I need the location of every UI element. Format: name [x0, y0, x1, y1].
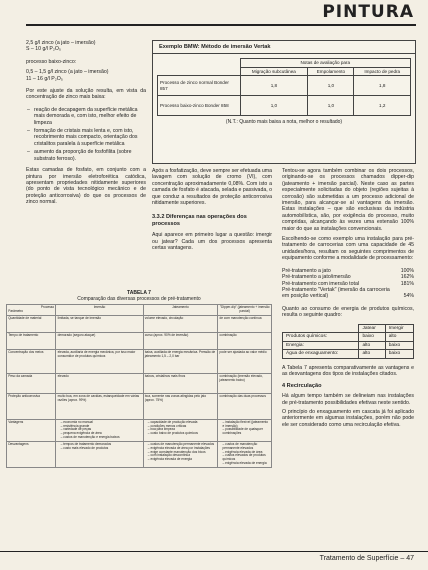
paragraph: Após a fosfatização, deve sempre ser efetuada uma lavagem com solução de cromo (VI), com concentração aproximadamente 0,08%. Com isto a camada de fosfato é atacada, selada e passivada, o que conduz a resultados de proteção anticorrosiva nitidamente superiores.: [152, 168, 272, 207]
paragraph: Por este ajuste da solução resulta, em vista da concentração de zinco mais baixa:: [26, 88, 146, 101]
table-cell: combinação das duas processos: [218, 393, 272, 419]
list-item: – tempos de tratamento demorados: [61, 443, 142, 447]
bmw-example-box: [152, 40, 416, 164]
table-row: [283, 341, 414, 350]
table-cell: baixo: [385, 350, 413, 359]
paragraph: Tentou-se agora também combinar os dois processos, originando-se os processos chamados dipper-dip (jateamento + imersão parcial). Neste caso as partes especialmente solicitadas do objeto (regiões sujeitas à corrosão) são submetidas a um processo adicional de imersão, para alcançar-se aí vantagens da imersão. Estas instalações – que são exclusivas da indústria automobilística, são, por exigência do processo, muito compridas, alcançando às vezes uma extensão 100% maior do que as instalações convencionais.: [282, 168, 414, 232]
list-item: – custos elevados de produtos químicos: [223, 454, 270, 462]
footer-rule: [0, 551, 428, 552]
row-label: Quantidade de material: [7, 315, 56, 332]
table-cell: baixos, cristalinos mais finos: [143, 373, 218, 393]
table-row: [283, 350, 414, 359]
paragraph: Aqui aparece em primeiro lugar a questão: imergir ou jatear? Cada um dos processos apresenta certas vantagens.: [152, 232, 272, 252]
page-number: 47: [406, 555, 414, 562]
table-row: [7, 373, 272, 393]
length-label: Pré-tratamento com imersão total: [282, 280, 359, 287]
table-cell: 1,8: [240, 76, 308, 96]
brand-title: PINTURA: [322, 2, 414, 22]
list-item: – capacidade de produção elevada: [148, 421, 216, 425]
table-cell: muito boa, em zona de cavidas, estanqueidade em várias razões (aprox. 99%): [56, 393, 143, 419]
length-value: 100%: [400, 267, 414, 274]
table-cell: baixo: [359, 333, 385, 342]
group-header: Notas de avaliação para: [240, 59, 411, 67]
list-item: – pequena exigência de área: [61, 432, 142, 436]
table-row: [7, 315, 272, 332]
list-item: – reação de decapagem da superfície metálica mais demorada e, com isto, melhor efeito de limpeza: [34, 107, 146, 126]
right-column: [282, 168, 414, 428]
corner-bottom: Parâmetro: [8, 309, 24, 314]
paragraph: Quanto ao consumo de energia de produtos químicos, resulta o seguinte quadro:: [282, 305, 414, 319]
table-row: [7, 441, 272, 467]
column-header: Migração subcutânea: [240, 67, 308, 75]
table-cell: elevada, auxiliaria de energia mecânica, por isso maior consumidor de produtos químicos: [56, 349, 143, 373]
list-item: – custos de manutenção permanente elevados: [148, 443, 216, 447]
list-item: – economia no manual: [61, 421, 142, 425]
table-row: [7, 349, 272, 373]
list-item: – custos de manutenção permanente elevados: [223, 443, 270, 451]
table-cell: [56, 419, 143, 441]
length-list: [282, 268, 414, 300]
table-cell: baixa, auxiliada de energia mecânica. Pressão de jateamento 1,5 – 2,0 bar: [143, 349, 218, 373]
column-header: Imersão: [56, 305, 143, 315]
table-cell: pode ser ajustada ao valor médio: [218, 349, 272, 373]
comparison-table: [6, 304, 272, 468]
length-label: Pré-tratamento a jato/imersão: [282, 274, 351, 281]
bmw-table: [157, 58, 411, 116]
table-cell: 1,2: [354, 96, 411, 116]
corner-cell: [7, 305, 56, 315]
table-cell: [218, 441, 272, 467]
table-row: [158, 96, 411, 116]
table7-caption: Comparação das diversas processos de pré-tratamento: [77, 296, 201, 303]
page-footer: [320, 555, 414, 562]
table-cell: [56, 441, 143, 467]
row-label: Peso da camada: [7, 373, 56, 393]
table-cell: elevado: [56, 373, 143, 393]
table-cell: boa, somente nas zonas atingidas pelo jato (aprox. 75%): [143, 393, 218, 419]
paragraph: Escolhendo-se como exemplo uma instalação para pré-tratamento de carrocerias com uma capacidade de 45 unidades/hora, resultam os seguintes comprimentos de equipamento conforme a modalidade de processamento:: [282, 236, 414, 262]
row-label: Desvantagens: [7, 441, 56, 467]
table-row: [7, 393, 272, 419]
row-label: Processo baixo-zinco Bonder 858: [158, 96, 241, 116]
length-label: Pré-tratamento "Vertak" (imersão da carroceria em posição vertical): [282, 286, 390, 300]
table-row: [283, 333, 414, 342]
footer-separator: –: [400, 555, 407, 562]
list-item: – exigência elevada de energia: [148, 458, 216, 462]
column-header: Imergir: [385, 324, 413, 333]
column-header: "Dipper-dip" (jateamento + imersão parcial): [218, 305, 272, 315]
corner-top: Processo: [40, 305, 55, 310]
text-line: 11 – 16 g/l P₂O₅: [26, 75, 63, 82]
text-line: 2,5 g/l zinco (a jato – imersão): [26, 40, 96, 46]
left-column: [26, 40, 146, 206]
row-label: Produtos químicos:: [283, 333, 359, 342]
bmw-title: Exemplo BMW: Método de imersão Vertak: [153, 41, 415, 54]
header-rule: [26, 24, 416, 26]
table-row: [158, 76, 411, 96]
table-row: [7, 332, 272, 349]
table-cell: 1,0: [308, 76, 354, 96]
text-line: 0,5 – 1,5 g/l zinco (a jato – imersão): [26, 69, 109, 76]
row-label: Proteção anticorrosiva: [7, 393, 56, 419]
table-cell: [218, 419, 272, 441]
table-cell: [143, 441, 218, 467]
list-item: – formação de cristais mais lenta e, com isto, recobrimento mais compacto, orientação dos cristalitos paralela à superfície metálica: [34, 128, 146, 147]
middle-column: [152, 168, 272, 251]
section-heading: 3.3.2 Diferenças nas operações dos processos: [152, 214, 247, 227]
list-item: – condições menos críticas: [148, 425, 216, 429]
list-item: – possibilidade de quaisquer combinações: [223, 428, 270, 436]
table-cell: volume elevado, circulação: [143, 315, 218, 332]
list-item: – exigência elevada de área: [223, 451, 270, 455]
paragraph: O princípio do enxaguamento em cascata já foi aplicado anteriormente em algumas instalações, porém não pode ele ser considerado como uma recirculação efetiva.: [282, 408, 414, 428]
list-item: [282, 287, 414, 300]
table-cell: alto: [359, 350, 385, 359]
length-value: 162%: [400, 274, 414, 281]
list-item: – resistência grande: [61, 425, 142, 429]
table7-block: [6, 290, 272, 468]
footer-section: Tratamento de Superfície: [319, 555, 399, 562]
length-value: 54%: [403, 293, 414, 300]
table-cell: de com manutenção contínua: [218, 315, 272, 332]
table-cell: [143, 419, 218, 441]
list-item: – instalação flexível (jateamento e imersão): [223, 421, 270, 429]
table-cell: curso (aprox. 90% de imersão): [143, 332, 218, 349]
table-row: [7, 419, 272, 441]
jato-table: [282, 324, 414, 359]
paragraph: Há algum tempo também se delineiam nas instalações de pré-tratamento possibilidades efetivas neste sentido.: [282, 393, 414, 406]
subheading: processo baixo-zinco:: [26, 58, 77, 65]
table-cell: 1,0: [308, 96, 354, 116]
list-item: – exigência elevada de energia: [223, 462, 270, 466]
table-cell: 1,8: [354, 76, 411, 96]
bmw-note: (N.T.: Quanto mais baixa a nota, melhor o resultado): [225, 119, 343, 126]
list-item: – custos de manutenção e energia baixos: [61, 436, 142, 440]
row-label: Energia:: [283, 341, 359, 350]
table-cell: combinação: [218, 332, 272, 349]
page-header: [0, 0, 428, 26]
paragraph: Estas camadas de fosfato, em conjunto com a pintura por imersão eletroforética catódica, apresentam propriedades nitidamente superiores (do ponto de vista tecnológico mecânico e de proteção anticorrosiva) do que os processos de zinco normal.: [26, 167, 146, 206]
list-item: – exige constante manutenção dos bicos: [148, 451, 216, 455]
list-item: – aumento da proporção de fosfofilita (sobre substrato ferroso).: [34, 149, 146, 162]
list-item: – custo mais elevado de produtos: [61, 447, 142, 451]
section-heading: 4 Recirculação: [282, 382, 322, 389]
table-cell: 1,0: [240, 96, 308, 116]
list-item: – exigência elevada de área por instalações: [148, 447, 216, 451]
paragraph: A Tabela 7 apresenta comparativamente as vantagens e as desvantagens dos tipos de instalações citados.: [282, 364, 414, 378]
row-label: Vantagens: [7, 419, 56, 441]
column-header: Impacto de pedra: [354, 67, 411, 75]
table-cell: demorado (seguro ataque): [56, 332, 143, 349]
row-label: Processo de zinco normal Bonder 857: [158, 76, 241, 96]
list-item: – custo baixo de produtos químicos: [148, 432, 216, 436]
column-header: Empolamento: [308, 67, 354, 75]
column-header: Jateamento: [143, 305, 218, 315]
table7-label: TABELA 7: [127, 290, 151, 296]
length-label: Pré-tratamento a jato: [282, 267, 331, 274]
length-value: 181%: [400, 280, 414, 287]
table-cell: alto: [359, 341, 385, 350]
text-line: S – 10 g/l P₂O₅: [26, 46, 61, 53]
row-label: Concentração dos meios: [7, 349, 56, 373]
column-header: Jatear: [359, 324, 385, 333]
row-label: Água de enxaguamento:: [283, 350, 359, 359]
table-cell: baixo: [385, 341, 413, 350]
row-label: Tempo de tratamento: [7, 332, 56, 349]
list-item: – boa para limpeza: [148, 428, 216, 432]
table-cell: combinação (imersão elevado, jateamento baixo): [218, 373, 272, 393]
bullet-list: [26, 107, 146, 162]
table-cell: limitada, se tanque de imersão: [56, 315, 143, 332]
table-cell: alto: [385, 333, 413, 342]
list-item: – com instalação descontínua: [148, 454, 216, 458]
list-item: – variedade de peças: [61, 428, 142, 432]
